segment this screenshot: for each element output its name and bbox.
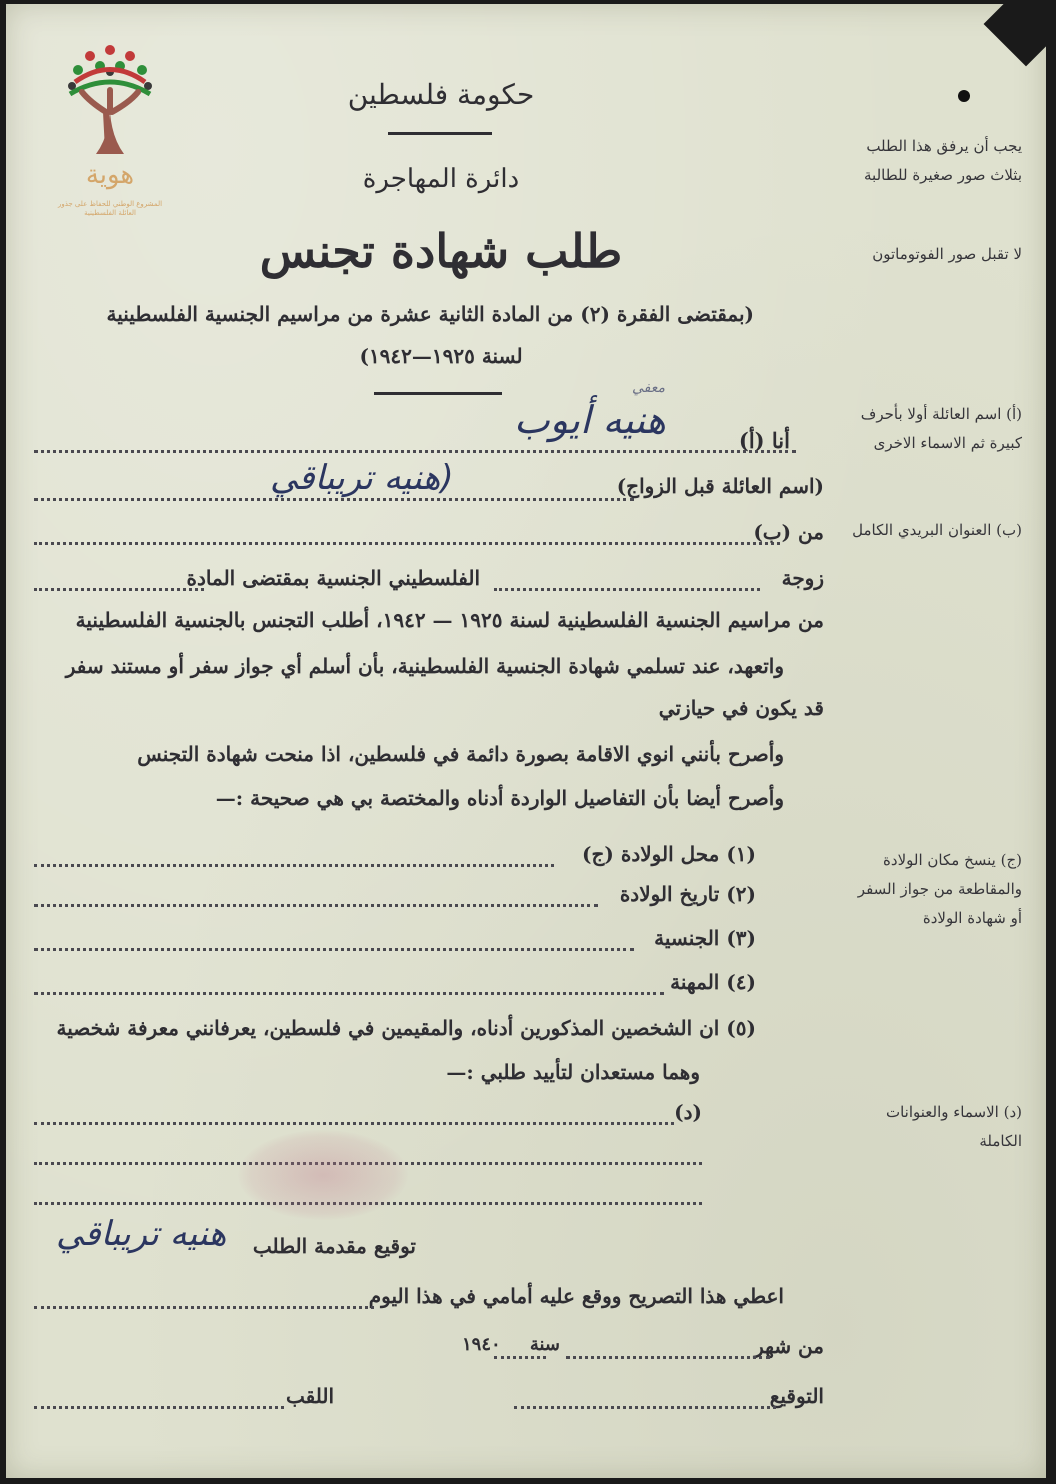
form-title: طلب شهادة تجنس [259, 224, 623, 278]
department-name: دائرة المهاجرة [362, 164, 520, 194]
note-no-photomaton: لا تقبل صور الفوتوماتون [872, 245, 1022, 263]
page-corner [984, 4, 1046, 66]
government-name: حكومة فلسطين [347, 78, 535, 111]
item-d-label: (د) [674, 1100, 702, 1124]
item-3-label: (٣) الجنسية [654, 926, 756, 950]
name-label: أنا (أ) [738, 428, 790, 453]
item-4-label: (٤) المهنة [670, 970, 756, 994]
hawiya-logo [57, 42, 163, 232]
from-label: من (ب) [753, 520, 824, 544]
sign-label: التوقيع [769, 1384, 824, 1408]
item-d-dots-1 [34, 1122, 674, 1125]
item-2-dots [34, 904, 598, 907]
para-1: من مراسيم الجنسية الفلسطينية لسنة ١٩٢٥ — ١٩٤٢، أطلب التجنس بالجنسية الفلسطينية [75, 608, 824, 632]
name-dots [34, 450, 796, 453]
header-rule-2 [374, 392, 502, 395]
signature-label: توقيع مقدمة الطلب [252, 1234, 416, 1258]
month-label: من شهر [754, 1334, 824, 1358]
declaration-text: اعطي هذا التصريح ووقع عليه أمامي في هذا اليوم [368, 1284, 784, 1308]
maiden-dots [34, 498, 634, 501]
year-label: سنة [529, 1334, 560, 1355]
note-photos: يجب أن يرفق هذا الطلب بثلاث صور صغيرة للطالبة [864, 137, 1022, 184]
rank-label: اللقب [285, 1384, 334, 1408]
wife-label: زوجة [781, 566, 824, 590]
form-subtitle-line1: (بمقتضى الفقرة (٢) من المادة الثانية عشرة من مراسيم الجنسية الفلسطينية [106, 302, 754, 326]
header-rule-1 [388, 132, 492, 135]
logo-tagline: المشروع الوطني للحفاظ على جذور العائلة الفلسطينية [57, 200, 163, 217]
wife-dots-2 [34, 588, 204, 591]
note-a: (أ) اسم العائلة أولا بأحرف كبيرة ثم الاسماء الاخرى [860, 405, 1022, 452]
maiden-label: (اسم العائلة قبل الزواج) [616, 474, 824, 498]
faded-stamp [238, 1130, 408, 1220]
rank-dots [34, 1406, 284, 1409]
item-2-label: (٢) تاريخ الولادة [619, 882, 756, 906]
item-1-label: (١) محل الولادة (ج) [582, 842, 756, 866]
para-2: واتعهد، عند تسلمي شهادة الجنسية الفلسطينية، بأن أسلم أي جواز سفر أو مستند سفر [65, 654, 784, 678]
note-c: (ج) ينسخ مكان الولادة والمقاطعة من جواز السفر أو شهادة الولادة [857, 851, 1022, 927]
signature-handwritten: هنيه تريباقي [56, 1214, 227, 1254]
name-handwritten: هنيه أيوب [514, 398, 666, 442]
para-5: وأصرح أيضا بأن التفاصيل الواردة أدناه والمختصة بي هي صحيحة :— [215, 786, 784, 810]
note-b: (ب) العنوان البريدي الكامل [852, 521, 1022, 539]
wife-dots-1 [494, 588, 760, 591]
para-4: وأصرح بأنني انوي الاقامة بصورة دائمة في فلسطين، اذا منحت شهادة التجنس [137, 742, 784, 766]
item-4-dots [34, 992, 664, 995]
form-subtitle-line2: لسنة ١٩٢٥—١٩٤٢) [359, 344, 523, 368]
sign-dots [514, 1406, 776, 1409]
para-3: قد يكون في حيازتي [658, 696, 824, 720]
from-dots [34, 542, 780, 545]
document-page [6, 4, 1046, 1478]
year-value: ١٩٤٠ [462, 1334, 501, 1355]
year-dots [494, 1356, 546, 1359]
item-5-line2: وهما مستعدان لتأييد طلبي :— [446, 1060, 700, 1084]
note-d: (د) الاسماء والعنوانات الكاملة [885, 1103, 1022, 1150]
maiden-handwritten: (هنيه تريباقي [270, 458, 454, 498]
item-5-line1: (٥) ان الشخصين المذكورين أدناه، والمقيمين في فلسطين، يعرفانني معرفة شخصية [56, 1016, 756, 1040]
item-1-dots [34, 864, 554, 867]
month-dots [566, 1356, 770, 1359]
ink-spot [958, 90, 970, 102]
logo-brand: هوية [85, 160, 135, 190]
wife-text: الفلسطيني الجنسية بمقتضى المادة [186, 566, 480, 590]
name-small-note: معفي [632, 380, 666, 396]
declaration-dots [34, 1306, 374, 1309]
item-3-dots [34, 948, 634, 951]
